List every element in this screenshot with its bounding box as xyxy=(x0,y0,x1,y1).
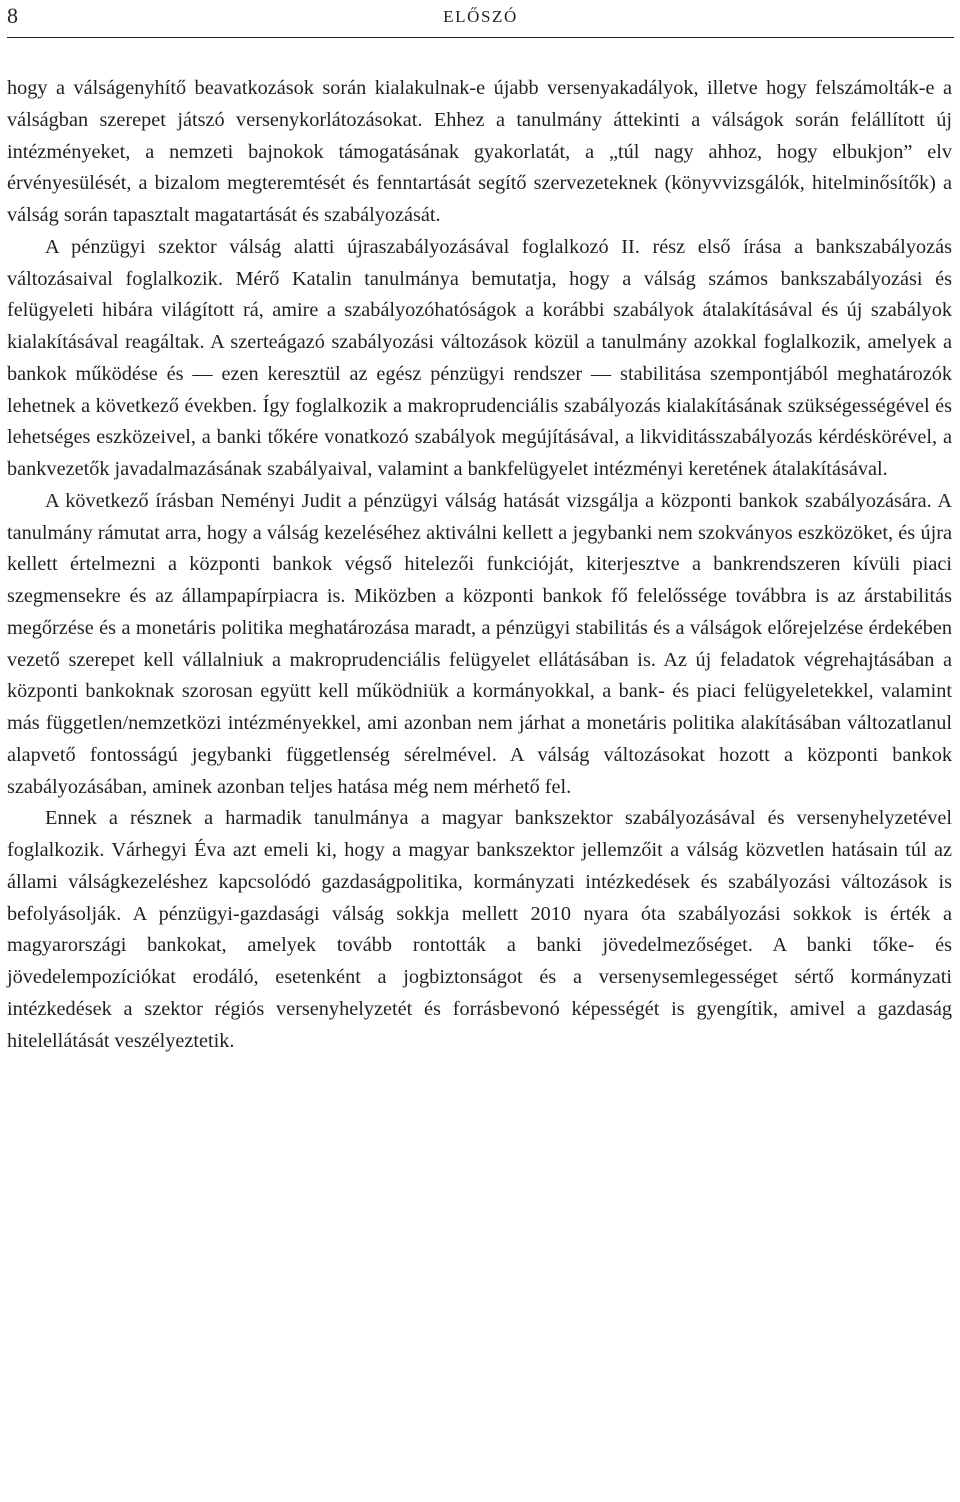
paragraph-1: hogy a válságenyhítő beavatkozások során kialakulnak-e újabb versenyakadályok, illetve hogy felszámolták-e a válságban szerepet játszó versenykorlátozásokat. Ehhez a tanulmány áttekinti a válságok során felállított új intézményeket, a nemzeti bajnokok támogatásának gyakorlatát, a „túl nagy ahhoz, hogy elbukjon” elv érvényesülését, a bizalom megteremtését és fenntartását segítő szervezeteknek (könyvvizsgálók, hitelminősítők) a válság során tapasztalt magatartását és szabályozását. xyxy=(7,77,952,226)
running-header xyxy=(7,0,954,38)
section-title: ELŐSZÓ xyxy=(443,7,518,26)
paragraph-2: A pénzügyi szektor válság alatti újraszabályozásával foglalkozó II. rész első írása a bankszabályozás változásaival foglalkozik. Mérő Katalin tanulmánya bemutatja, hogy a válság számos bankszabályozási és felügyeleti hibára világított rá, amire a szabályozóhatóságok a korábbi szabályok átalakításával és új szabályok kialakításával reagáltak. A szerteágazó szabályozási változások közül a tanulmány azokkal foglalkozik, amelyek a bankok működése és — ezen keresztül az egész pénzügyi rendszer — stabilitása szempontjából meghatározók lehetnek a következő években. Így foglalkozik a makroprudenciális szabályozás kialakításának szükségességével és lehetséges eszközeivel, a banki tőkére vonatkozó szabályok megújításával, a likviditásszabályozás kérdéskörével, a bankvezetők javadalmazásának szabályaival, valamint a bankfelügyelet intézményi keretének átalakításával. xyxy=(7,235,952,480)
paragraph-3: A következő írásban Neményi Judit a pénzügyi válság hatását vizsgálja a központi bankok szabályozására. A tanulmány rámutat arra, hogy a válság kezeléséhez aktiválni kellett a jegybanki nem szokványos eszközöket, és újra kellett értelmezni a központi bankok végső hitelezői funkcióját, kiterjesztve a bankrendszeren kívüli piaci szegmensekre és az állampapírpiacra is. Miközben a központi bankok fő felelőssége továbbra is az árstabilitás megőrzése és a monetáris politika meghatározása maradt, a pénzügyi stabilitás és a válságok előrejelzése érdekében vezető szerepet kell vállalniuk a makroprudenciális felügyelet ellátásában is. Az új feladatok végrehajtásában a központi bankoknak szorosan együtt kell működniük a kormányokkal, a bank- és piaci felügyeletekkel, valamint más független/nemzetközi intézményekkel, ami azonban nem járhat a monetáris politika alakításában változatlanul alapvető fontosságú jegybanki függetlenség sérelmével. A válság változásokat hozott a központi bankok szabályozásában, aminek azonban teljes hatása még nem mérhető fel. xyxy=(7,489,952,798)
body-text xyxy=(7,73,952,1057)
page-number: 8 xyxy=(7,3,18,28)
paragraph-4: Ennek a résznek a harmadik tanulmánya a magyar bankszektor szabályozásával és versenyhelyzetével foglalkozik. Várhegyi Éva azt emeli ki, hogy a magyar bankszektor jellemzőit a válság közvetlen hatásain túl az állami válságkezeléshez kapcsolódó gazdaságpolitika, kormányzati intézkedések és szabályozási változások is befolyásolják. A pénzügyi-gazdasági válság sokkja mellett 2010 nyara óta szabályozási sokkok is érték a magyarországi bankokat, amelyek tovább rontották a banki jövedelmezőséget. A banki tőke- és jövedelempozíciókat erodáló, esetenként a jogbiztonságot és a versenysemlegességet sértő kormányzati intézkedések a szektor régiós versenyhelyzetét és forrásbevonó képességét is gyengítik, amivel a gazdaság hitelellátását veszélyeztetik. xyxy=(7,807,952,1052)
